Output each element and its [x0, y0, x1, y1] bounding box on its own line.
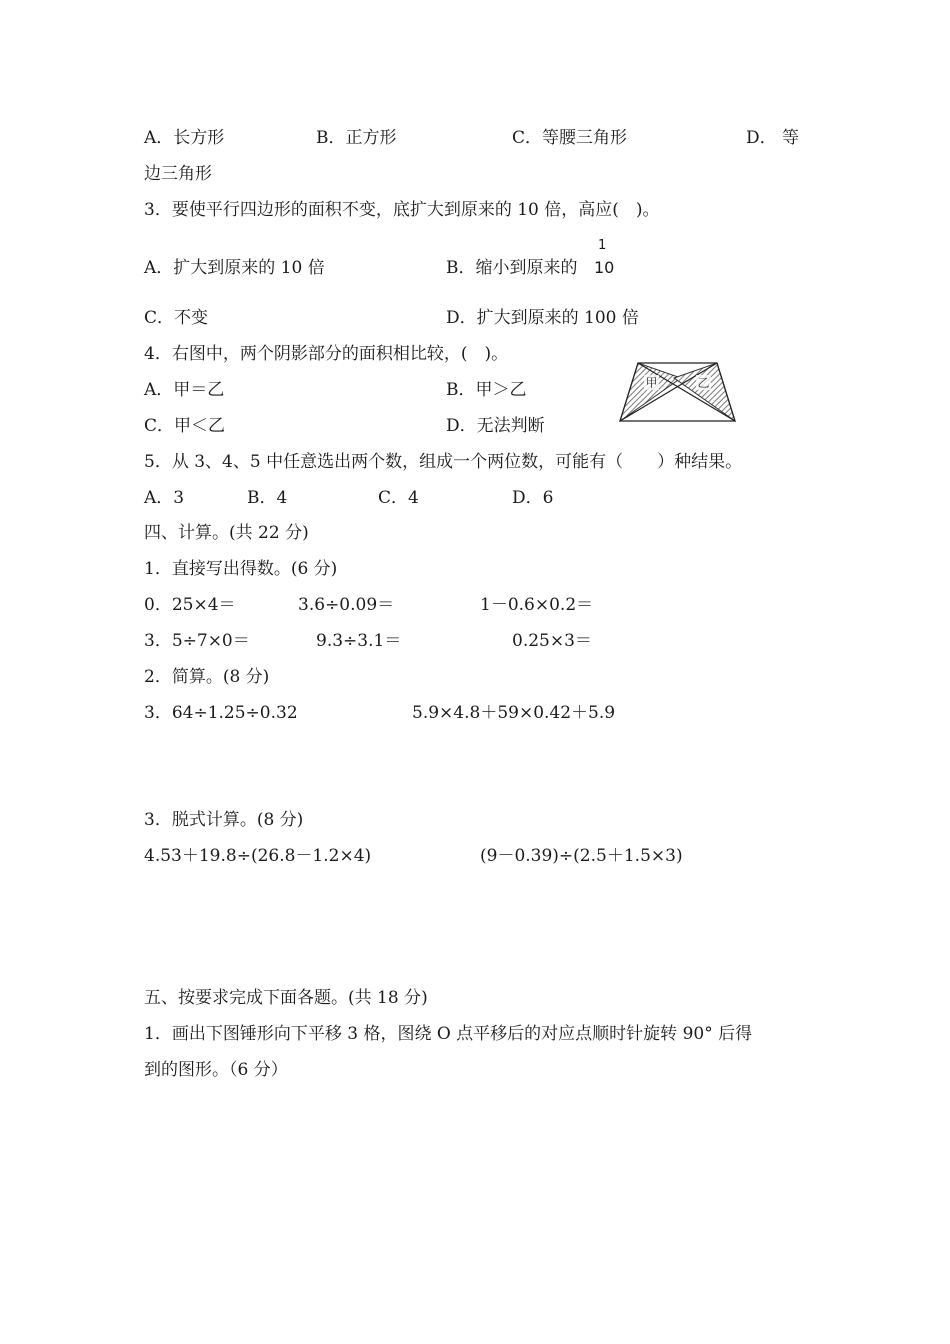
q4-option-d: D．无法判断: [446, 416, 545, 436]
simplify-item: 3．64÷1.25÷0.32: [144, 703, 298, 723]
section5-part1-line2: 到的图形。（6 分）: [144, 1060, 288, 1080]
section4-title: 四、计算。(共 22 分): [144, 523, 309, 543]
calc-item: 0．25×4＝: [144, 595, 236, 615]
stepwise-item: 4.53＋19.8÷(26.8－1.2×4): [144, 846, 372, 866]
stepwise-item: (9－0.39)÷(2.5＋1.5×3): [480, 846, 683, 866]
q5-option-a: A．3: [144, 488, 185, 508]
q2-option-d: D． 等: [746, 128, 800, 148]
calc-item: 1－0.6×0.2＝: [480, 595, 594, 615]
q3-option-c: C．不变: [144, 308, 209, 328]
q3-option-d: D．扩大到原来的 100 倍: [446, 308, 639, 328]
section5-part1-line1: 1．画出下图锤形向下平移 3 格，图绕 O 点平移后的对应点顺时针旋转 90° 后得: [144, 1024, 753, 1044]
q4-option-c: C．甲＜乙: [144, 416, 226, 436]
q5-option-b: B．4: [247, 488, 288, 508]
q3-option-a: A．扩大到原来的 10 倍: [144, 258, 325, 278]
q3-option-b: B．缩小到原来的: [446, 258, 578, 278]
trapezoid-figure: [616, 358, 740, 426]
q3-fraction-numerator: 1: [598, 238, 607, 253]
q5-option-c: C．4: [378, 488, 419, 508]
section5-title: 五、按要求完成下面各题。(共 18 分): [144, 988, 428, 1008]
label-jia: 甲: [645, 376, 658, 390]
simplify-item: 5.9×4.8＋59×0.42＋5.9: [412, 703, 616, 723]
q5-option-d: D．6: [512, 488, 554, 508]
q3-fraction-denominator: 10: [594, 258, 615, 277]
q4-option-b: B．甲＞乙: [446, 380, 527, 400]
q4-stem: 4．右图中，两个阴影部分的面积相比较，( )。: [144, 344, 509, 364]
section4-part2-title: 2．简算。(8 分): [144, 667, 270, 687]
section4-part3-title: 3．脱式计算。(8 分): [144, 810, 304, 830]
q2-option-c: C．等腰三角形: [512, 128, 628, 148]
calc-item: 9.3÷3.1＝: [316, 631, 402, 651]
q3-stem: 3．要使平行四边形的面积不变，底扩大到原来的 10 倍，高应( )。: [144, 200, 660, 220]
calc-item: 3.6÷0.09＝: [298, 595, 395, 615]
calc-item: 3．5÷7×0＝: [144, 631, 250, 651]
q4-option-a: A．甲＝乙: [144, 380, 225, 400]
q2-option-b: B．正方形: [316, 128, 397, 148]
q5-stem: 5．从 3、4、5 中任意选出两个数，组成一个两位数，可能有（ ）种结果。: [144, 452, 743, 472]
q2-option-a: A．长方形: [144, 128, 225, 148]
calc-item: 0.25×3＝: [512, 631, 592, 651]
label-yi: 乙: [697, 376, 710, 390]
q2-option-d-continued: 边三角形: [144, 164, 212, 184]
section4-part1-title: 1．直接写出得数。(6 分): [144, 559, 338, 579]
